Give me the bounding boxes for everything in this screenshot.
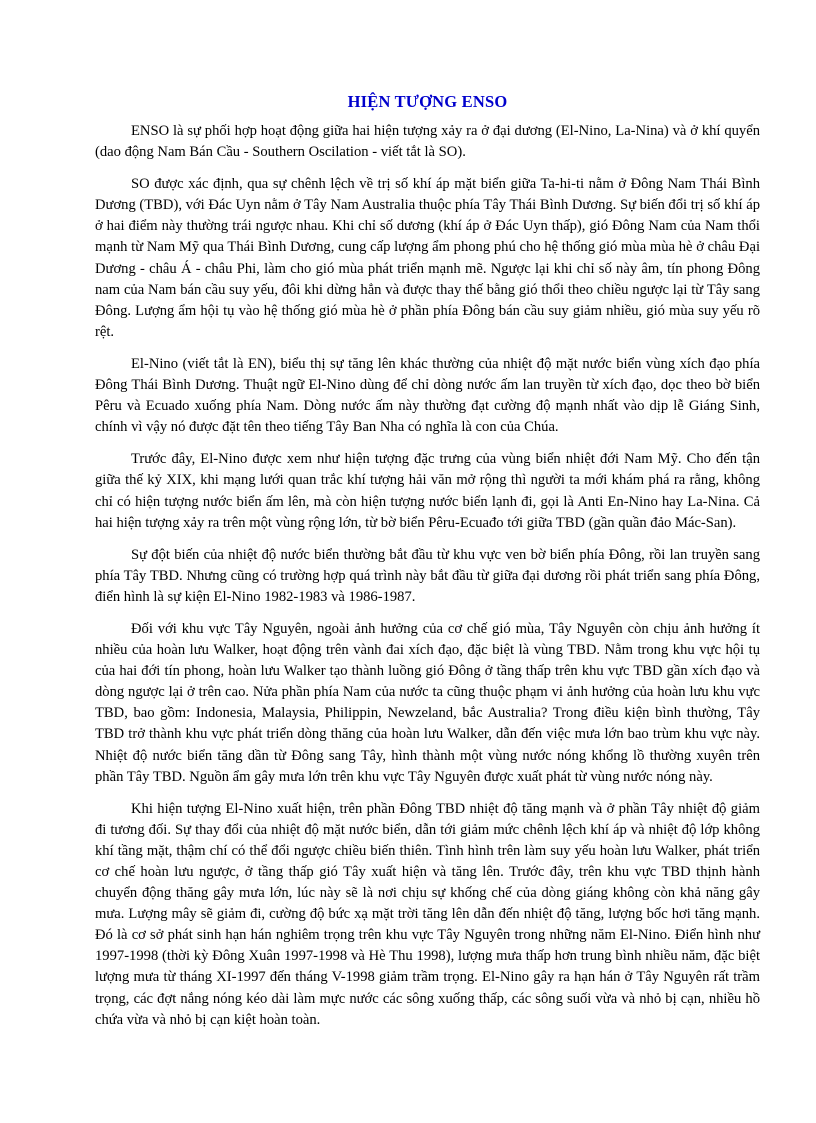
paragraph-la-nina-history: Trước đây, El-Nino được xem như hiện tượng đặc trưng của vùng biển nhiệt đới Nam Mỹ. Cho đến tận giữa thế kỷ XIX, khi mạng lưới quan trắc khí tượng hải văn mở rộng thì người ta mới khám phá ra rằng, không chỉ có hiện tượng nước biển ấm lên, mà còn hiện tượng nước biển lạnh đi, gọi là Anti En-Nino hay La-Nina. Cả hai hiện tượng xảy ra trên một vùng rộng lớn, từ bờ biển Pêru-Ecuađo tới giữa TBD (gần quần đảo Mác-San). [95, 451, 760, 531]
document-title: HIỆN TƯỢNG ENSO [347, 92, 508, 111]
paragraph-temperature-propagation: Sự đột biến của nhiệt độ nước biển thường bắt đầu từ khu vực ven bờ biển phía Đông, rồi lan truyền sang phía Tây TBD. Nhưng cũng có trường hợp quá trình này bắt đầu từ giữa đại dương rồi phát triển sang phía Đông, điển hình là sự kiện El-Nino 1982-1983 và 1986-1987. [95, 546, 760, 605]
paragraph-el-nino-definition: El-Nino (viết tắt là EN), biểu thị sự tăng lên khác thường của nhiệt độ mặt nước biển vùng xích đạo phía Đông Thái Bình Dương. Thuật ngữ El-Nino dùng để chỉ dòng nước ấm lan truyền từ xích đạo, dọc theo bờ biển Pêru và Ecuado xuống phía Nam. Dòng nước ấm này thường đạt cường độ mạnh nhất vào dịp lễ Giáng Sinh, chính vì vậy nó được đặt tên theo tiếng Tây Ban Nha có nghĩa là con của Chúa. [95, 355, 760, 436]
paragraph-so-definition: SO được xác định, qua sự chênh lệch về trị số khí áp mặt biển giữa Ta-hi-ti nằm ở Đông Nam Thái Bình Dương (TBD), với Đác Uyn nằm ở Tây Nam Australia thuộc phía Tây Thái Bình Dương. Sự biến đổi trị số khí áp ở hai điểm này thường trái ngược nhau. Khi chỉ số dương (khí áp ở Đác Uyn thấp), gió Đông Nam của Nam thổi mạnh từ Nam Mỹ qua Thái Bình Dương, cung cấp lượng ẩm phong phú cho hệ thống gió mùa mùa hè ở châu Đại Dương - châu Á - châu Phi, làm cho gió mùa phát triển mạnh mẽ. Ngược lại khi chỉ số này âm, tín phong Đông nam của Nam bán cầu suy yếu, đôi khi dừng hẳn và được thay thế bằng gió thổi theo chiều ngược lại từ Tây sang Đông. Lượng ẩm hội tụ vào hệ thống gió mùa hè ở phần phía Đông bán cầu suy giảm nhiều, gió mùa suy yếu rõ rệt. [95, 176, 761, 340]
paragraph-el-nino-effects: Khi hiện tượng El-Nino xuất hiện, trên phần Đông TBD nhiệt độ tăng mạnh và ở phần Tây nhiệt độ giảm đi tương đối. Sự thay đổi của nhiệt độ mặt nước biển, dẫn tới giảm mức chênh lệch khí áp và nhiệt độ lớp không khí tầng mặt, thậm chí có thể đổi ngược chiều biến thiên. Tình hình trên làm suy yếu hoàn lưu Walker, phát triển cơ chế hoàn lưu ngược, ở tầng thấp gió Tây xuất hiện và tăng lên. Trước đây, trên khu vực TBD thịnh hành chuyển động thăng gây mưa lớn, lúc này sẽ là nơi chịu sự khống chế của dòng giáng không còn khả năng gây mưa. Lượng mây sẽ giảm đi, cường độ bức xạ mặt trời tăng lên dẫn đến nhiệt độ tăng, lượng bốc hơi tăng mạnh. Đó là cơ sở phát sinh hạn hán nghiêm trọng trên khu vực Tây Nguyên trong những năm El-Nino. Điển hình như 1997-1998 (thời kỳ Đông Xuân 1997-1998 và Hè Thu 1998), lượng mưa thấp hơn trung bình nhiều năm, đặc biệt lượng mưa từ tháng XI-1997 đến tháng V-1998 giảm trầm trọng. El-Nino gây ra hạn hán ở Tây Nguyên rất trầm trọng, các đợt nắng nóng kéo dài làm mực nước các sông xuống thấp, các sông suối vừa và nhỏ bị cạn, nhiều hồ chứa vừa và nhỏ bị cạn kiệt hoàn toàn. [95, 800, 760, 1028]
paragraph-enso-definition: ENSO là sự phối hợp hoạt động giữa hai hiện tượng xảy ra ở đại dương (El-Nino, La-Nina) và ở khí quyển (dao động Nam Bán Cầu - Southern Oscilation - viết tắt là SO). [95, 123, 760, 161]
document-page [95, 92, 760, 1042]
paragraph-tay-nguyen-walker: Đối với khu vực Tây Nguyên, ngoài ảnh hưởng của cơ chế gió mùa, Tây Nguyên còn chịu ảnh hưởng ít nhiều của hoàn lưu Walker, hoạt động trên vành đai xích đạo, đặc biệt là vùng TBD. Nằm trong khu vực hội tụ của hai đới tín phong, hoàn lưu Walker tạo thành luồng gió Đông ở tầng thấp trên khu vực TBD gần xích đạo và dòng ngược lại ở trên cao. Nửa phần phía Nam của nước ta cũng thuộc phạm vi ảnh hưởng của hoàn lưu khu vực TBD, bao gồm: Indonesia, Malaysia, Philippin, Newzeland, bắc Australia? Trong điều kiện bình thường, Tây TBD trở thành khu vực phát triển dòng thăng của hoàn lưu Walker, dẫn đến việc mưa lớn bao trùm khu vực này. Nhiệt độ nước biển tăng dần từ Đông sang Tây, hình thành một vùng nước nóng khổng lồ thường xuyên trên phần Tây TBD. Nguồn ẩm gây mưa lớn trên khu vực Tây Nguyên được xuất phát từ vùng nước nóng này. [95, 620, 760, 785]
